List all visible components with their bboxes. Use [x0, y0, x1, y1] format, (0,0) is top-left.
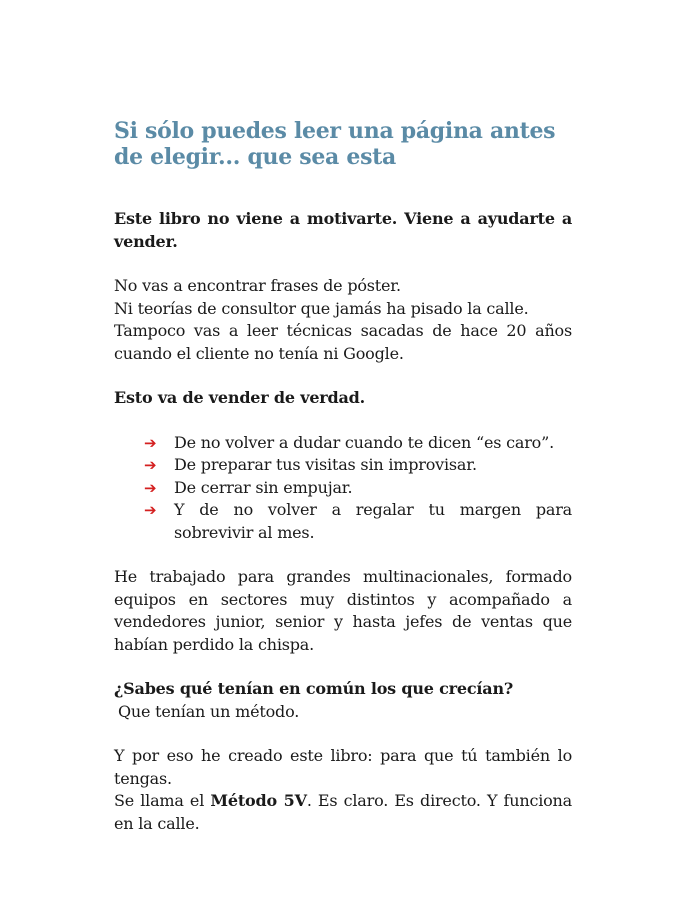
method-prefix: Se llama el	[114, 791, 211, 810]
list-item-text: De cerrar sin empujar.	[174, 477, 353, 497]
list-item-text: De no volver a dudar cuando te dicen “es caro”.	[174, 432, 554, 452]
paragraph-no-clichés	[114, 275, 572, 365]
list-item	[144, 499, 572, 544]
text-line: Tampoco vas a leer técnicas sacadas de hace 20 años cuando el cliente no tenía ni Google.	[114, 321, 572, 363]
method-name: Método 5V	[210, 791, 307, 810]
text-line: No vas a encontrar frases de póster.	[114, 276, 401, 295]
spacer	[114, 656, 572, 678]
answer: Que tenían un método.	[118, 701, 300, 721]
spacer	[114, 253, 572, 275]
benefits-list	[114, 432, 572, 545]
page-content	[114, 118, 572, 835]
paragraph-book-purpose: Y por eso he creado este libro: para que tú también lo tengas.	[114, 746, 572, 788]
page-title: Si sólo puedes leer una página antes de elegir... que sea esta	[114, 118, 556, 170]
paragraph-experience: He trabajado para grandes multinacionales, formado equipos en sectores muy distintos y acompañado a vendedores junior, senior y hasta jefes de ventas que habían perdido la chispa.	[114, 567, 572, 654]
method-suffix: . Es claro. Es directo. Y funciona en la calle.	[114, 791, 573, 833]
section-heading: Esto va de vender de verdad.	[114, 388, 366, 407]
question: ¿Sabes qué tenían en común los que crecían?	[114, 679, 514, 698]
spacer	[114, 723, 572, 745]
question-block	[114, 678, 572, 723]
intro-statement: Este libro no viene a motivarte. Viene a ayudarte a vender.	[114, 209, 572, 251]
arrow-right-icon: ➔	[144, 433, 157, 452]
arrow-right-icon: ➔	[144, 478, 157, 497]
arrow-right-icon: ➔	[144, 501, 157, 519]
text-line: Ni teorías de consultor que jamás ha pisado la calle.	[114, 298, 529, 318]
spacer	[114, 410, 572, 432]
list-item-text: De preparar tus visitas sin improvisar.	[174, 455, 477, 474]
spacer	[114, 170, 572, 208]
arrow-right-icon: ➔	[144, 456, 157, 474]
list-item	[144, 454, 572, 477]
list-item	[144, 477, 572, 500]
list-item-text: Y de no volver a regalar tu margen para sobrevivir al mes.	[174, 500, 572, 542]
spacer	[114, 365, 572, 387]
paragraph-method	[114, 790, 572, 835]
list-item	[144, 432, 572, 455]
spacer	[114, 544, 572, 566]
